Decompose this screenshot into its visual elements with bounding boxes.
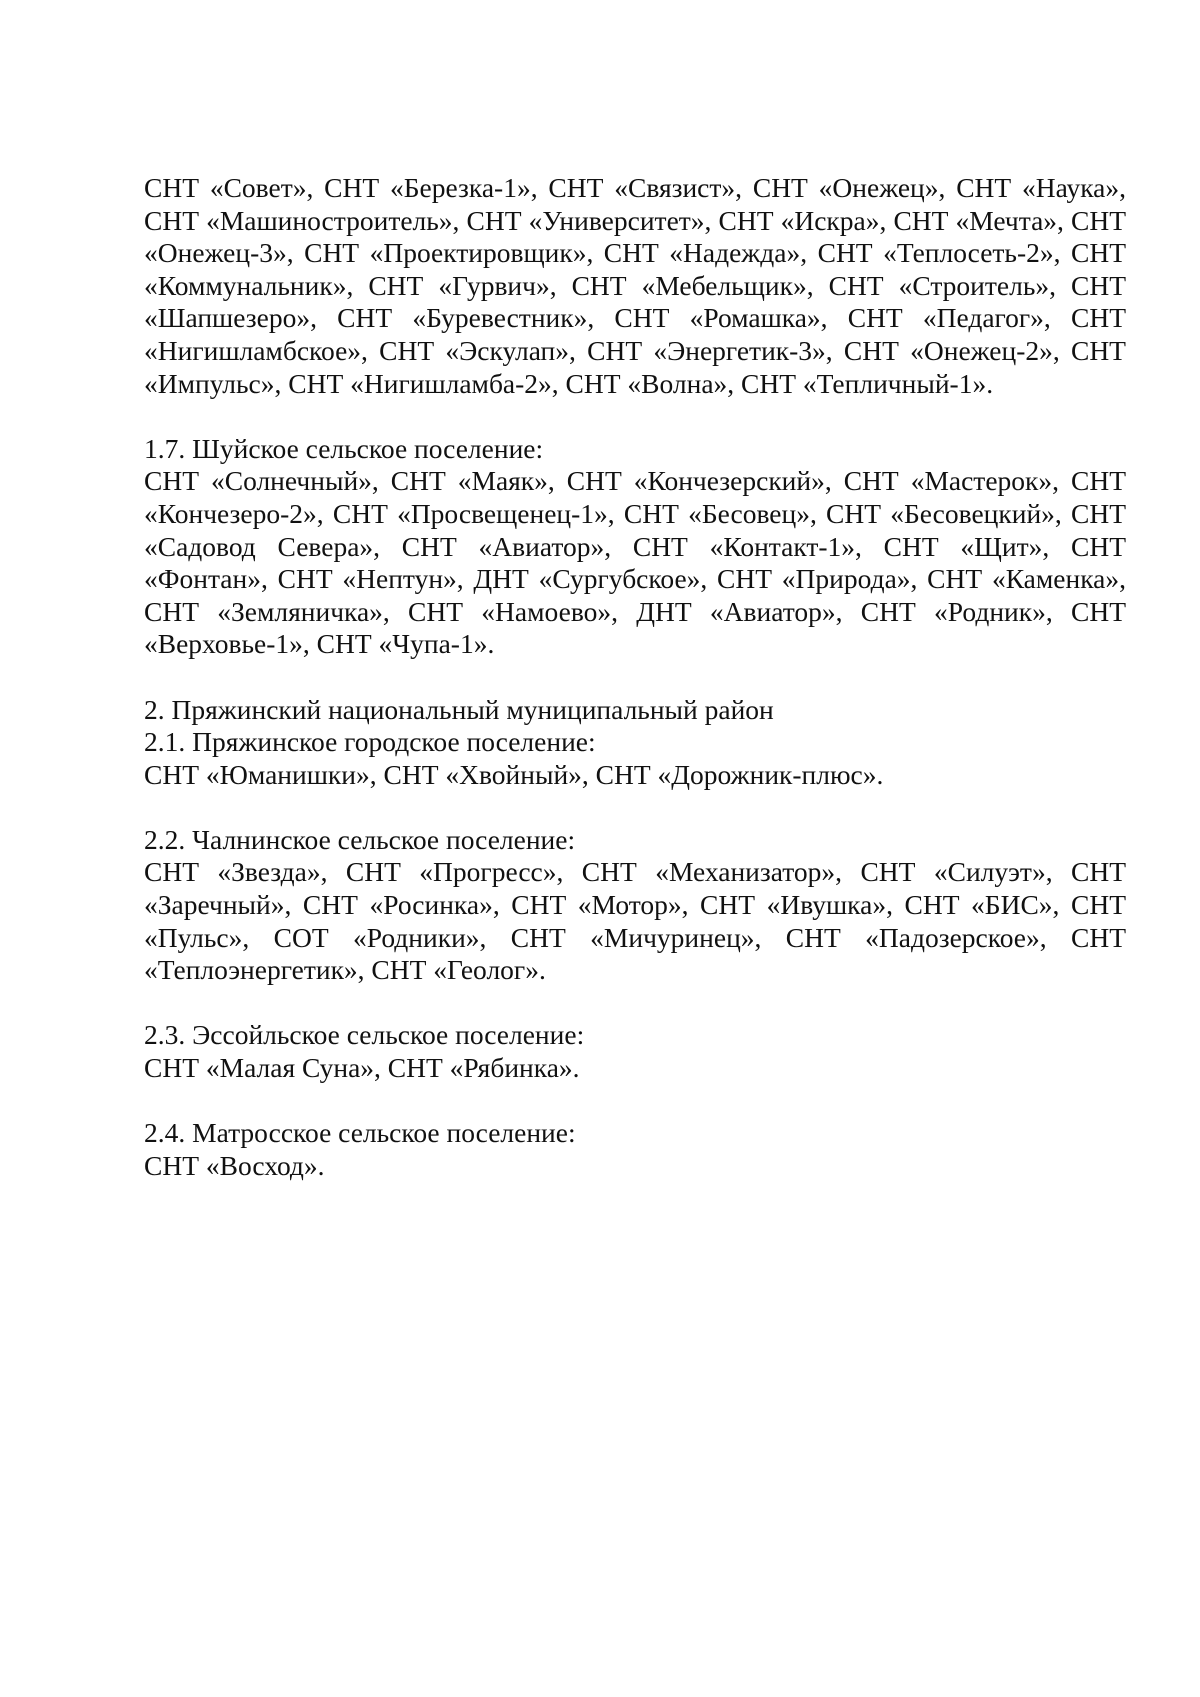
- section-2-2: [144, 824, 1126, 987]
- section-2-heading: 2. Пряжинский национальный муниципальный район: [144, 693, 774, 725]
- section-2-4: [144, 1117, 1126, 1182]
- continuation-block: [144, 172, 1126, 400]
- section-2-3-paragraph: СНТ «Малая Суна», СНТ «Рябинка».: [144, 1052, 580, 1084]
- section-2-1-heading: 2.1. Пряжинское городское поселение:: [144, 726, 596, 758]
- section-2-2-heading: 2.2. Чалнинское сельское поселение:: [144, 823, 576, 855]
- section-2-4-paragraph: СНТ «Восход».: [144, 1149, 325, 1181]
- paragraph-spacer: [144, 1085, 1126, 1118]
- section-2-3: [144, 1019, 1126, 1084]
- section-1-7-paragraph: СНТ «Солнечный», СНТ «Маяк», СНТ «Кончезерский», СНТ «Мастерок», СНТ «Кончезеро-2», СНТ «Просвещенец-1», СНТ «Бесовец», СНТ «Бесовецкий», СНТ «Садовод Севера», СНТ «Авиатор», СНТ «Контакт-1», СНТ «Щит», СНТ «Фонтан», СНТ «Нептун», ДНТ «Сургубское», СНТ «Природа», СНТ «Каменка», СНТ «Земляничка», СНТ «Намоево», ДНТ «Авиатор», СНТ «Родник», СНТ «Верховье-1», СНТ «Чупа-1».: [144, 465, 1126, 660]
- paragraph-spacer: [144, 791, 1126, 824]
- paragraph-spacer: [144, 400, 1126, 433]
- section-1-7: [144, 433, 1126, 661]
- paragraph-spacer: [144, 987, 1126, 1020]
- document-page: [144, 172, 1126, 1182]
- section-2-3-heading: 2.3. Эссойльское сельское поселение:: [144, 1019, 585, 1051]
- paragraph-spacer: [144, 661, 1126, 694]
- section-2-4-heading: 2.4. Матросское сельское поселение:: [144, 1117, 576, 1149]
- section-2-2-paragraph: СНТ «Звезда», СНТ «Прогресс», СНТ «Механизатор», СНТ «Силуэт», СНТ «Заречный», СНТ «Росинка», СНТ «Мотор», СНТ «Ивушка», СНТ «БИС», СНТ «Пульс», СОТ «Родники», СНТ «Мичуринец», СНТ «Падозерское», СНТ «Теплоэнергетик», СНТ «Геолог».: [144, 856, 1126, 986]
- continuation-paragraph: СНТ «Совет», СНТ «Березка-1», СНТ «Связист», СНТ «Онежец», СНТ «Наука», СНТ «Машиностроитель», СНТ «Университет», СНТ «Искра», СНТ «Мечта», СНТ «Онежец-3», СНТ «Проектировщик», СНТ «Надежда», СНТ «Теплосеть-2», СНТ «Коммунальник», СНТ «Гурвич», СНТ «Мебельщик», СНТ «Строитель», СНТ «Шапшезеро», СНТ «Буревестник», СНТ «Ромашка», СНТ «Педагог», СНТ «Нигишламбское», СНТ «Эскулап», СНТ «Энергетик-3», СНТ «Онежец-2», СНТ «Импульс», СНТ «Нигишламба-2», СНТ «Волна», СНТ «Тепличный-1».: [144, 172, 1126, 399]
- section-2-1-paragraph: СНТ «Юманишки», СНТ «Хвойный», СНТ «Дорожник-плюс».: [144, 758, 884, 790]
- section-1-7-heading: 1.7. Шуйское сельское поселение:: [144, 432, 544, 464]
- section-2: [144, 694, 1126, 792]
